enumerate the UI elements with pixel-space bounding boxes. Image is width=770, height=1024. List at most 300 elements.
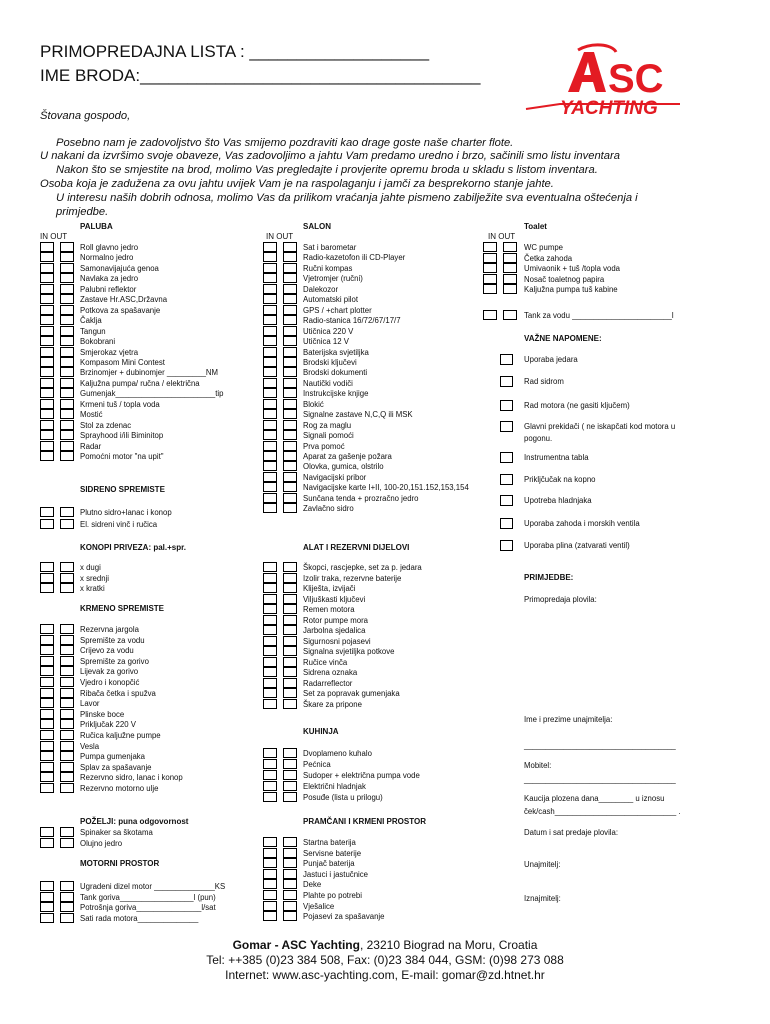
intro-line: Nakon što se smjestite na brod, molimo Vas pregledajte i provjerite opremu broda u skladu s listom inventara. (56, 164, 598, 176)
out-checkbox[interactable] (60, 666, 74, 676)
out-checkbox[interactable] (503, 284, 517, 294)
in-checkbox[interactable] (40, 263, 54, 273)
checklist-item-label: Priključak 220 V (80, 720, 136, 730)
out-checkbox[interactable] (283, 792, 297, 802)
in-checkbox[interactable] (40, 645, 54, 655)
boat-name-field: IME BRODA:____________________________________ (40, 66, 481, 85)
checklist-item-label: Jastuci i jastučnice (303, 869, 369, 879)
in-checkbox[interactable] (40, 305, 54, 315)
in-checkbox[interactable] (263, 657, 277, 667)
out-checkbox[interactable] (283, 305, 297, 315)
note-checkbox[interactable] (500, 518, 513, 529)
in-checkbox[interactable] (483, 242, 497, 252)
in-checkbox[interactable] (40, 378, 54, 388)
in-checkbox[interactable] (40, 273, 54, 283)
out-checkbox[interactable] (283, 837, 297, 847)
in-checkbox[interactable] (263, 263, 277, 273)
in-checkbox[interactable] (40, 242, 54, 252)
in-checkbox[interactable] (263, 482, 277, 492)
out-checkbox[interactable] (283, 667, 297, 677)
out-checkbox[interactable] (60, 519, 74, 529)
checklist-item-label: Lijevak za gorivo (80, 667, 139, 677)
out-checkbox[interactable] (60, 315, 74, 325)
in-checkbox[interactable] (263, 615, 277, 625)
in-checkbox[interactable] (263, 646, 277, 656)
in-checkbox[interactable] (40, 730, 54, 740)
in-checkbox[interactable] (40, 892, 54, 902)
in-checkbox[interactable] (40, 698, 54, 708)
checklist-item-label: Rezervna jargola (80, 625, 139, 634)
checklist-item-label: x dugi (80, 563, 101, 572)
section-kuhinja: KUHINJA (303, 727, 339, 736)
out-checkbox[interactable] (60, 284, 74, 294)
in-checkbox[interactable] (40, 688, 54, 698)
section-salon: SALON (303, 222, 331, 231)
out-checkbox[interactable] (60, 772, 74, 782)
in-checkbox[interactable] (263, 493, 277, 503)
note-checkbox[interactable] (500, 540, 513, 551)
mobile-line: ___________________________________ (524, 775, 676, 784)
out-checkbox[interactable] (283, 336, 297, 346)
out-checkbox[interactable] (283, 911, 297, 921)
note-item-label: Instrumentna tabla (524, 453, 589, 462)
checklist-item-label: Plahte po potrebi (303, 891, 362, 900)
checklist-item-label: Ribača četka i spužva (80, 688, 156, 698)
checklist-item-label: Deke (303, 880, 322, 890)
out-checkbox[interactable] (283, 869, 297, 879)
owner-signature-label: Iznajmitelj: (524, 894, 561, 903)
in-checkbox[interactable] (40, 399, 54, 409)
checklist-item-label: Sigurnosni pojasevi (303, 636, 371, 646)
in-checkbox[interactable] (263, 792, 277, 802)
out-checkbox[interactable] (60, 698, 74, 708)
out-checkbox[interactable] (283, 503, 297, 513)
note-checkbox[interactable] (500, 452, 513, 463)
note-item-label: Upotreba hladnjaka (524, 496, 592, 505)
in-checkbox[interactable] (263, 699, 277, 709)
out-checkbox[interactable] (283, 461, 297, 471)
out-checkbox[interactable] (283, 848, 297, 858)
checklist-item-label: Ručica kaljužne pumpe (80, 731, 161, 740)
out-checkbox[interactable] (60, 430, 74, 440)
out-checkbox[interactable] (60, 507, 74, 517)
out-checkbox[interactable] (60, 730, 74, 740)
in-checkbox[interactable] (40, 624, 54, 634)
in-checkbox[interactable] (483, 310, 497, 320)
out-checkbox[interactable] (283, 367, 297, 377)
checklist-item-label: Samonavijajuća genoa (80, 263, 159, 273)
note-item-label: Prikljčučak na kopno (524, 475, 596, 484)
in-checkbox[interactable] (40, 420, 54, 430)
in-checkbox[interactable] (263, 573, 277, 583)
out-checkbox[interactable] (60, 399, 74, 409)
out-checkbox[interactable] (283, 562, 297, 572)
out-checkbox[interactable] (283, 748, 297, 758)
checklist-item-label: Sat i barometar (303, 243, 357, 252)
out-checkbox[interactable] (60, 583, 74, 593)
checklist-item-label: Ručni kompas (303, 263, 353, 273)
in-checkbox[interactable] (263, 315, 277, 325)
in-checkbox[interactable] (263, 911, 277, 921)
checklist-item-label: Utičnica 220 V (303, 326, 354, 336)
out-checkbox[interactable] (283, 482, 297, 492)
out-checkbox[interactable] (283, 594, 297, 604)
in-checkbox[interactable] (263, 441, 277, 451)
in-checkbox[interactable] (40, 583, 54, 593)
checklist-item-label: Potrošnja goriva_______________l/sat (80, 903, 216, 912)
out-checkbox[interactable] (283, 678, 297, 688)
checklist-item-label: Čaklja (80, 316, 102, 326)
out-checkbox[interactable] (60, 263, 74, 273)
checklist-item-label: Navigacijski pribor (303, 472, 367, 482)
out-checkbox[interactable] (283, 781, 297, 791)
out-checkbox[interactable] (503, 242, 517, 252)
note-checkbox[interactable] (500, 421, 513, 432)
out-checkbox[interactable] (283, 646, 297, 656)
in-checkbox[interactable] (263, 667, 277, 677)
in-checkbox[interactable] (263, 472, 277, 482)
out-checkbox[interactable] (60, 347, 74, 357)
out-checkbox[interactable] (503, 253, 517, 263)
out-checkbox[interactable] (283, 770, 297, 780)
in-checkbox[interactable] (263, 837, 277, 847)
intro-line: U interesu naših dobrih odnosa, molimo Vas da prilikom vraćanja jahte pismeno zabilježite sva eventualna oštećenja i (56, 192, 638, 204)
checklist-item-label: Kompasom Mini Contest (80, 357, 165, 367)
out-checkbox[interactable] (283, 284, 297, 294)
in-checkbox[interactable] (263, 879, 277, 889)
out-checkbox[interactable] (60, 441, 74, 451)
in-checkbox[interactable] (263, 604, 277, 614)
note-checkbox[interactable] (500, 376, 513, 387)
checklist-item-label: Pojasevi za spašavanje (303, 912, 385, 922)
out-checkbox[interactable] (283, 294, 297, 304)
out-checkbox[interactable] (283, 625, 297, 635)
out-checkbox[interactable] (60, 326, 74, 336)
in-checkbox[interactable] (263, 305, 277, 315)
out-checkbox[interactable] (60, 881, 74, 891)
checklist-item-label: Jarbolna sjedalica (303, 626, 366, 635)
section-krmeno: KRMENO SPREMISTE (80, 604, 165, 613)
in-checkbox[interactable] (263, 273, 277, 283)
in-checkbox[interactable] (40, 677, 54, 687)
in-checkbox[interactable] (40, 519, 54, 529)
out-checkbox[interactable] (60, 751, 74, 761)
checklist-item-label: Električni hladnjak (303, 782, 366, 791)
checklist-item-label: Kliješta, izvijači (303, 584, 356, 593)
out-checkbox[interactable] (283, 472, 297, 482)
checklist-item-label: Set za popravak gumenjaka (303, 689, 400, 698)
in-checkbox[interactable] (40, 357, 54, 367)
out-checkbox[interactable] (60, 378, 74, 388)
in-checkbox[interactable] (263, 562, 277, 572)
out-checkbox[interactable] (60, 762, 74, 772)
in-checkbox[interactable] (40, 284, 54, 294)
checklist-item-label: Signalne zastave N,C,Q ili MSK (303, 410, 413, 420)
checklist-item-label: Stol za zdenac (80, 420, 132, 430)
out-checkbox[interactable] (503, 310, 517, 320)
in-checkbox[interactable] (40, 783, 54, 793)
checklist-item-label: Signalna svjetiljka potkove (303, 647, 395, 656)
checklist-item-label: Vjetromjer (ručni) (303, 274, 363, 284)
in-checkbox[interactable] (40, 913, 54, 923)
out-checkbox[interactable] (60, 420, 74, 430)
checklist-item-label: Spremište za vodu (80, 635, 145, 645)
note-checkbox[interactable] (500, 495, 513, 506)
out-checkbox[interactable] (60, 451, 74, 461)
checklist-item-label: Posuđe (lista u prilogu) (303, 793, 383, 802)
in-checkbox[interactable] (263, 770, 277, 780)
checklist-item-label: Radarreflector (303, 678, 353, 688)
out-checkbox[interactable] (60, 892, 74, 902)
company-name: Gomar - ASC Yachting (232, 938, 360, 952)
in-checkbox[interactable] (263, 357, 277, 367)
in-checkbox[interactable] (40, 326, 54, 336)
intro-line: primjedbe. (56, 206, 109, 218)
out-checkbox[interactable] (283, 604, 297, 614)
checklist-item-label: WC pumpe (524, 243, 563, 252)
out-checkbox[interactable] (60, 645, 74, 655)
in-checkbox[interactable] (40, 294, 54, 304)
checklist-item-label: Bokobrani (80, 337, 116, 347)
out-checkbox[interactable] (60, 562, 74, 572)
checklist-item-label: Rezervno motorno ulje (80, 784, 159, 793)
out-checkbox[interactable] (60, 573, 74, 583)
in-checkbox[interactable] (263, 367, 277, 377)
out-checkbox[interactable] (283, 901, 297, 911)
checklist-item-label: GPS / +chart plotter (303, 305, 372, 315)
in-checkbox[interactable] (263, 503, 277, 513)
in-checkbox[interactable] (40, 827, 54, 837)
out-checkbox[interactable] (60, 709, 74, 719)
in-checkbox[interactable] (263, 781, 277, 791)
out-checkbox[interactable] (60, 656, 74, 666)
out-checkbox[interactable] (283, 315, 297, 325)
out-checkbox[interactable] (283, 759, 297, 769)
checklist-item-label: Mostić (80, 410, 103, 420)
checklist-item-label: Zastave Hr.ASC,Državna (80, 295, 168, 305)
in-checkbox[interactable] (40, 388, 54, 398)
out-checkbox[interactable] (503, 274, 517, 284)
in-checkbox[interactable] (263, 759, 277, 769)
in-checkbox[interactable] (40, 741, 54, 751)
out-checkbox[interactable] (60, 635, 74, 645)
in-checkbox[interactable] (40, 315, 54, 325)
out-checkbox[interactable] (60, 273, 74, 283)
out-checkbox[interactable] (283, 451, 297, 461)
section-vazne: VAŽNE NAPOMENE: (524, 334, 602, 343)
in-checkbox[interactable] (40, 347, 54, 357)
out-checkbox[interactable] (60, 677, 74, 687)
out-checkbox[interactable] (60, 242, 74, 252)
in-checkbox[interactable] (483, 274, 497, 284)
out-checkbox[interactable] (60, 624, 74, 634)
out-checkbox[interactable] (283, 879, 297, 889)
in-checkbox[interactable] (263, 430, 277, 440)
svg-text:SC: SC (608, 57, 664, 101)
out-checkbox[interactable] (283, 688, 297, 698)
in-checkbox[interactable] (263, 748, 277, 758)
in-checkbox[interactable] (40, 666, 54, 676)
in-checkbox[interactable] (40, 562, 54, 572)
out-checkbox[interactable] (283, 657, 297, 667)
company-internet: Internet: www.asc-yachting.com, E-mail: gomar@zd.htnet.hr (225, 968, 545, 982)
out-checkbox[interactable] (283, 242, 297, 252)
in-checkbox[interactable] (40, 838, 54, 848)
in-checkbox[interactable] (483, 263, 497, 273)
out-checkbox[interactable] (60, 913, 74, 923)
out-checkbox[interactable] (283, 573, 297, 583)
note-checkbox[interactable] (500, 400, 513, 411)
checklist-item-label: Radio-kazetofon ili CD-Player (303, 253, 406, 263)
in-checkbox[interactable] (263, 336, 277, 346)
out-checkbox[interactable] (283, 378, 297, 388)
in-checkbox[interactable] (263, 461, 277, 471)
out-checkbox[interactable] (60, 719, 74, 729)
in-checkbox[interactable] (263, 284, 277, 294)
out-checkbox[interactable] (283, 388, 297, 398)
out-checkbox[interactable] (60, 741, 74, 751)
in-checkbox[interactable] (263, 326, 277, 336)
in-checkbox[interactable] (263, 869, 277, 879)
in-checkbox[interactable] (263, 242, 277, 252)
in-checkbox[interactable] (40, 451, 54, 461)
in-checkbox[interactable] (40, 367, 54, 377)
note-checkbox[interactable] (500, 354, 513, 365)
in-checkbox[interactable] (263, 901, 277, 911)
note-item-label: Uporaba jedara (524, 355, 578, 364)
checklist-item-label: Pomoćni motor "na upit" (80, 452, 164, 461)
section-pramcani: PRAMČANI I KRMENI PROSTOR (303, 817, 426, 826)
in-checkbox[interactable] (40, 772, 54, 782)
handover-date-label: Datum i sat predaje plovila: (524, 828, 619, 837)
form-title: PRIMOPREDAJNA LISTA : ___________________ (40, 42, 430, 61)
out-checkbox[interactable] (283, 420, 297, 430)
in-checkbox[interactable] (263, 583, 277, 593)
out-checkbox[interactable] (283, 409, 297, 419)
in-checkbox[interactable] (263, 858, 277, 868)
in-checkbox[interactable] (263, 890, 277, 900)
in-checkbox[interactable] (263, 678, 277, 688)
checklist-item-label: Radio-stanica 16/72/67/17/7 (303, 316, 401, 326)
company-phones: Tel: ++385 (0)23 384 508, Fax: (0)23 384 044, GSM: (0)98 273 088 (206, 953, 564, 967)
renter-signature-label: Unajmitelj: (524, 860, 561, 869)
checklist-item-label: Izolir traka, rezervne baterije (303, 573, 402, 583)
in-checkbox[interactable] (40, 902, 54, 912)
in-checkbox[interactable] (40, 635, 54, 645)
in-checkbox[interactable] (263, 252, 277, 262)
in-checkbox[interactable] (40, 656, 54, 666)
out-checkbox[interactable] (283, 399, 297, 409)
out-checkbox[interactable] (283, 347, 297, 357)
checklist-item-label: Gumenjak_______________________tip (80, 389, 224, 399)
section-alat: ALAT I REZERVNI DIJELOVI (303, 543, 410, 552)
out-checkbox[interactable] (283, 615, 297, 625)
checklist-item-label: Remen motora (303, 605, 355, 614)
out-checkbox[interactable] (60, 305, 74, 315)
out-checkbox[interactable] (283, 430, 297, 440)
out-checkbox[interactable] (283, 441, 297, 451)
out-checkbox[interactable] (283, 263, 297, 273)
in-checkbox[interactable] (263, 688, 277, 698)
in-checkbox[interactable] (40, 719, 54, 729)
out-checkbox[interactable] (60, 357, 74, 367)
company-address (0, 938, 770, 952)
out-checkbox[interactable] (283, 357, 297, 367)
checklist-item-label: Prva pomoć (303, 441, 345, 451)
in-checkbox[interactable] (263, 451, 277, 461)
in-checkbox[interactable] (263, 378, 277, 388)
out-checkbox[interactable] (60, 367, 74, 377)
in-checkbox[interactable] (263, 420, 277, 430)
in-checkbox[interactable] (40, 507, 54, 517)
in-checkbox[interactable] (40, 751, 54, 761)
out-checkbox[interactable] (503, 263, 517, 273)
checklist-item-label: Umivaonik + tuš /topla voda (524, 264, 620, 273)
out-checkbox[interactable] (283, 890, 297, 900)
in-checkbox[interactable] (40, 573, 54, 583)
out-checkbox[interactable] (60, 294, 74, 304)
checklist-item-label: Ugradeni dizel motor ______________KS (80, 882, 226, 891)
in-checkbox[interactable] (40, 441, 54, 451)
in-checkbox[interactable] (483, 253, 497, 263)
checklist-item-label: Kaljužna pumpa/ ručna / električna (80, 378, 200, 388)
in-checkbox[interactable] (263, 848, 277, 858)
out-checkbox[interactable] (283, 326, 297, 336)
out-checkbox[interactable] (283, 583, 297, 593)
checklist-item-label: Pumpa gumenjaka (80, 752, 146, 762)
out-checkbox[interactable] (60, 388, 74, 398)
in-checkbox[interactable] (263, 388, 277, 398)
in-checkbox[interactable] (263, 594, 277, 604)
in-checkbox[interactable] (263, 636, 277, 646)
in-checkbox[interactable] (263, 399, 277, 409)
checklist-item-label: Sati rada motora______________ (80, 913, 199, 923)
out-checkbox[interactable] (60, 336, 74, 346)
in-checkbox[interactable] (40, 252, 54, 262)
in-checkbox[interactable] (263, 294, 277, 304)
out-checkbox[interactable] (283, 493, 297, 503)
in-checkbox[interactable] (40, 430, 54, 440)
in-checkbox[interactable] (263, 347, 277, 357)
checklist-item-label: Sprayhood i/ili Biminitop (80, 431, 164, 441)
out-checkbox[interactable] (60, 688, 74, 698)
mobile-label: Mobitel: (524, 761, 552, 770)
in-checkbox[interactable] (40, 409, 54, 419)
out-checkbox[interactable] (283, 636, 297, 646)
checklist-item-label: Radar (80, 441, 102, 451)
out-checkbox[interactable] (283, 252, 297, 262)
in-checkbox[interactable] (40, 709, 54, 719)
out-checkbox[interactable] (60, 902, 74, 912)
out-checkbox[interactable] (283, 273, 297, 283)
in-checkbox[interactable] (263, 625, 277, 635)
checklist-item-label: Startna baterija (303, 838, 356, 847)
in-checkbox[interactable] (40, 336, 54, 346)
out-checkbox[interactable] (60, 409, 74, 419)
out-checkbox[interactable] (60, 783, 74, 793)
out-checkbox[interactable] (283, 699, 297, 709)
note-checkbox[interactable] (500, 474, 513, 485)
checklist-item-label: Dvoplameno kuhalo (303, 749, 372, 758)
out-checkbox[interactable] (60, 252, 74, 262)
in-checkbox[interactable] (263, 409, 277, 419)
in-checkbox[interactable] (40, 881, 54, 891)
in-checkbox[interactable] (483, 284, 497, 294)
in-checkbox[interactable] (40, 762, 54, 772)
out-checkbox[interactable] (283, 858, 297, 868)
out-checkbox[interactable] (60, 827, 74, 837)
out-checkbox[interactable] (60, 838, 74, 848)
